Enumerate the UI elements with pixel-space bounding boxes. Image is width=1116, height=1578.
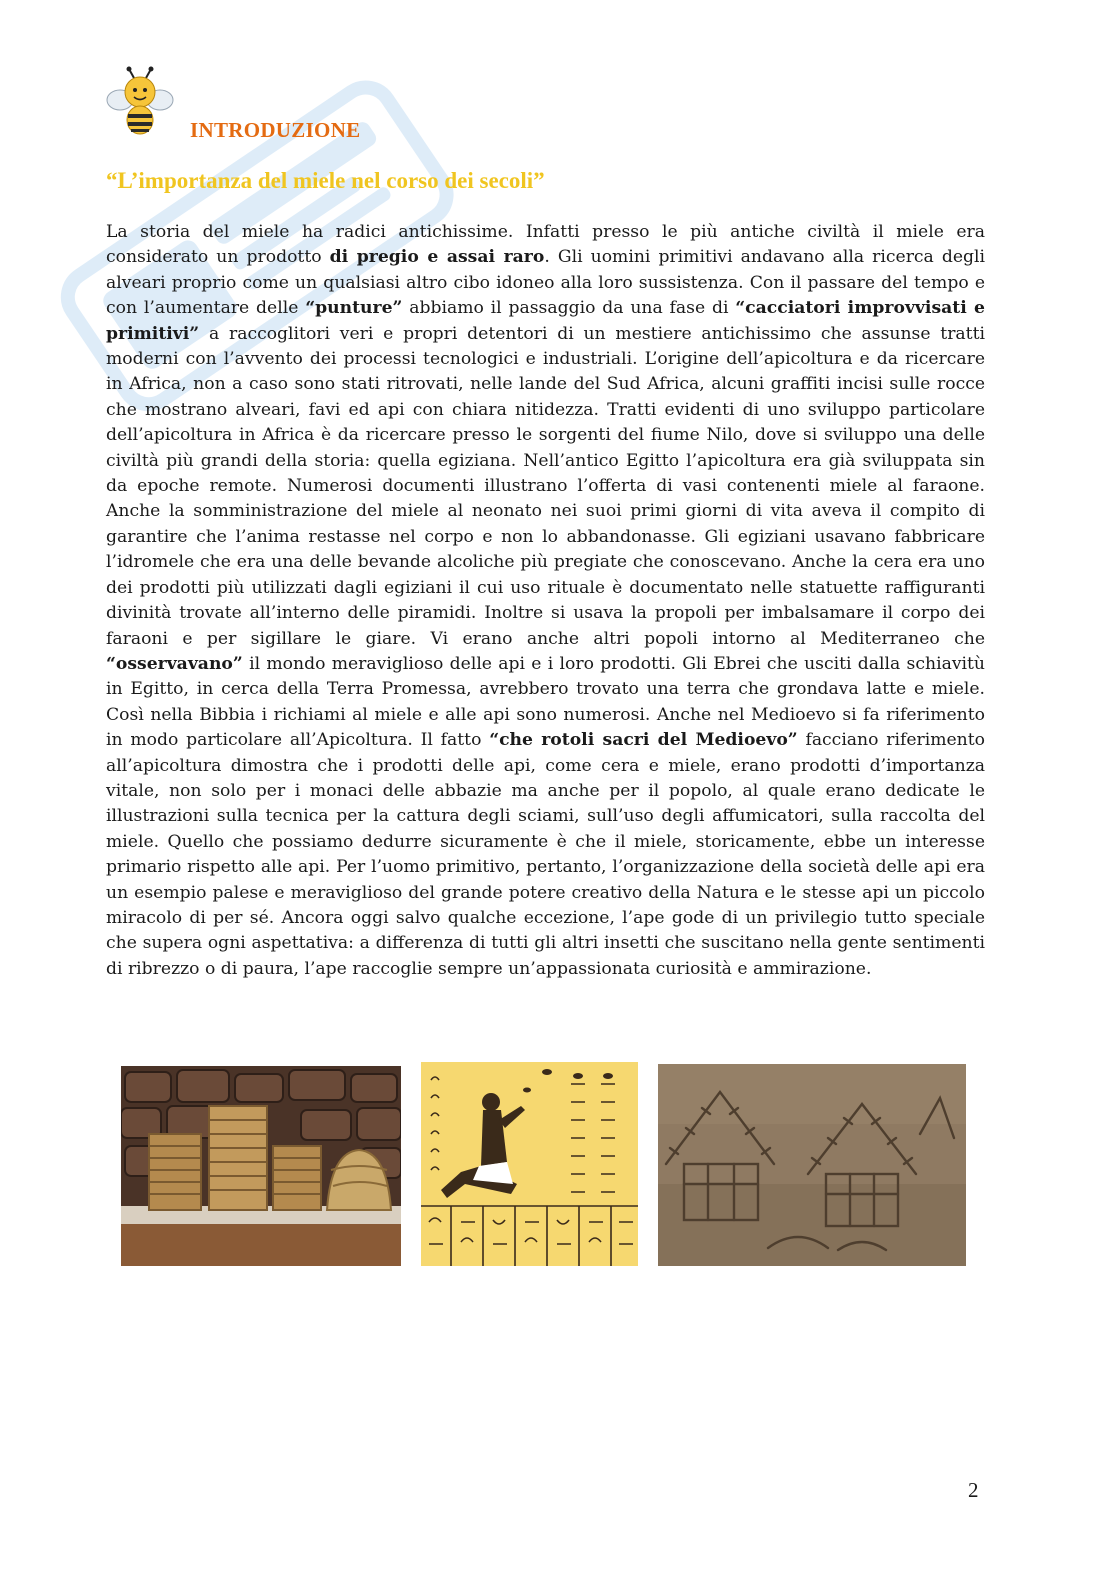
bold-phrase: “cacciatori improvvisati e primitivi” [106, 298, 985, 344]
text-run: La storia del miele ha radici antichissime. Infatti presso le più antiche civiltà il miele era considerato un prodotto [106, 222, 985, 268]
text-run: a raccoglitori veri e propri detentori di un mestiere antichissimo che assunse tratti moderni con l’avvento dei processi tecnologici e industriali. L’origine dell’apicoltura e da ricercare in Africa, non a caso sono stati ritrovati, nelle lande del Sud Africa, alcuni graffiti incisi sulle rocce che mostrano alveari, favi ed api con chiara nitidezza. Tratti evidenti di uno sviluppo particolare dell’apicoltura in Africa è da ricercare presso le sorgenti del fiume Nilo, dove si sviluppo una delle civiltà più grandi della storia: quella egiziana. Nell’antico Egitto l’apicoltura era già sviluppata sin da epoche remote. Numerosi documenti illustrano l’offerta di vasi contenenti miele al faraone. Anche la somministrazione del miele al neonato nei suoi primi giorni di vita aveva il compito di garantire che l’anima restasse nel corpo e non lo abbandonasse. Gli egiziani usavano fabbricare l’idromele che era una delle bevande alcoliche più pregiate che conoscevano. Anche la cera era uno dei prodotti più utilizzati dagli egiziani il cui uso rituale è documentato nelle statuette raffiguranti divinità trovate all’interno delle piramidi. Inoltre si usava la propoli per imbalsamare il corpo dei faraoni e per sigillare le giare. Vi erano anche altri popoli intorno al Mediterraneo che [106, 323, 985, 649]
bold-phrase: “punture” [305, 298, 403, 319]
body-paragraph [106, 220, 985, 982]
bold-phrase: “che rotoli sacri del Medioevo” [489, 730, 798, 751]
text-run: facciano riferimento all’apicoltura dimostra che i prodotti delle api, come cera e miele, erano prodotti d’importanza vitale, non solo per i monaci delle abbazie ma anche per il popolo, al quale erano dedicate le illustrazioni sulla tecnica per la cattura degli sciami, sull’uso degli affumicatori, sulla raccolta del miele. Quello che possiamo dedurre sicuramente è che il miele, storicamente, ebbe un interesse primario rispetto alle api. Per l’uomo primitivo, pertanto, l’organizzazione della società delle api era un esempio palese e meraviglioso del grande potere creativo della Natura e le stesse api un piccolo miracolo di per sé. Ancora oggi salvo qualche eccezione, l’ape gode di un privilegio tutto speciale che supera ogni aspettativa: a differenza di tutti gli altri insetti che suscitano nella gente sentimenti di ribrezzo o di paura, l’ape raccoglie sempre un’appassionata curiosità e ammirazione. [106, 730, 985, 979]
text-run: abbiamo il passaggio da una fase di [402, 298, 736, 319]
text-run: il mondo meraviglioso delle api e i loro prodotti. Gli Ebrei che usciti dalla schiavitù in Egitto, in cerca della Terra Promessa, avrebbero trovato una terra che grondava latte e miele. Così nella Bibbia i richiami al miele e alle api sono numerosi. Anche nel Medioevo si fa riferimento in modo particolare all’Apicoltura. Il fatto [106, 653, 985, 751]
photo-rock-carvings [658, 1064, 966, 1266]
bold-phrase: “osservavano” [106, 653, 243, 674]
section-title: INTRODUZIONE [190, 118, 361, 142]
bold-phrase: di pregio e assai raro [329, 247, 545, 268]
photo-straw-beehives [121, 1066, 401, 1266]
text-run: . Gli uomini primitivi andavano alla ricerca degli alveari proprio come un qualsiasi altro cibo idoneo alla loro sussistenza. Con il passare del tempo e con l’aumentare delle [106, 247, 986, 319]
page-number: 2 [968, 1478, 979, 1502]
photo-egyptian-illustration [421, 1062, 638, 1266]
bee-mascot-icon [104, 66, 176, 138]
page-subtitle: “L’importanza del miele nel corso dei secoli” [106, 168, 545, 193]
